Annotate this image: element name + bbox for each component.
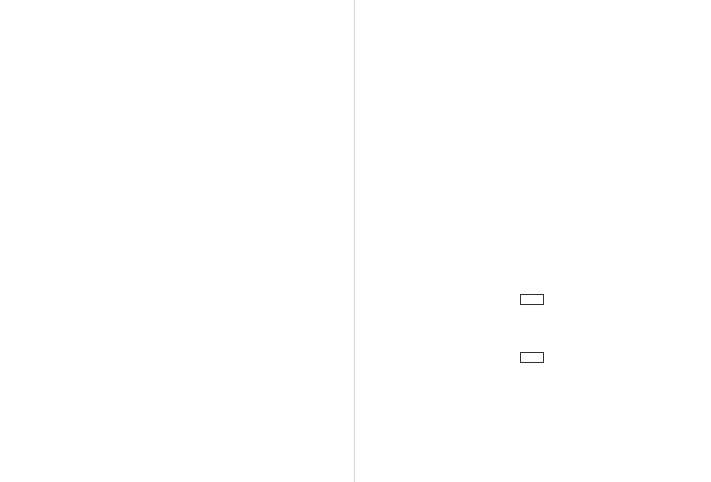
intro-paragraph — [8, 41, 348, 73]
question-1-line — [8, 94, 348, 105]
q4-option — [8, 282, 348, 293]
section-1-heading-cont — [8, 83, 348, 94]
question-1-line — [8, 115, 348, 126]
q4-option — [8, 272, 348, 283]
q4-option — [8, 293, 348, 304]
q5-option-continued — [362, 6, 702, 17]
page-footer-left — [8, 465, 348, 472]
q4-option — [8, 303, 348, 314]
q3-option — [22, 221, 101, 231]
section-3-heading-cont — [362, 176, 702, 187]
page-right — [362, 6, 702, 474]
q7-option — [362, 144, 702, 155]
question-4-stem — [8, 251, 348, 262]
section-2-heading — [8, 179, 348, 190]
q3-option — [270, 231, 349, 241]
q3-option — [22, 211, 101, 221]
question-2-line — [8, 147, 348, 158]
q3-option — [187, 231, 266, 241]
section-3-passage-line — [362, 207, 702, 218]
q4-option — [8, 325, 348, 336]
passage-yi-line — [362, 365, 702, 376]
exam-subtitle — [8, 18, 348, 30]
q7-option — [362, 91, 702, 102]
section-3-passage-line — [362, 218, 702, 229]
exam-title — [8, 6, 348, 18]
q4-option — [8, 261, 348, 272]
q3-option — [187, 241, 266, 251]
q3-option — [105, 211, 184, 221]
section-4-heading — [362, 271, 702, 282]
situation-line — [362, 260, 702, 271]
q7-option — [362, 123, 702, 134]
q5-option — [8, 356, 348, 367]
question-5-stem — [8, 335, 348, 346]
q7-option — [362, 154, 702, 165]
q3-option — [22, 241, 101, 251]
section-2-heading-cont — [8, 189, 348, 200]
question-3-options — [8, 211, 348, 251]
section-3-passage-line — [362, 239, 702, 250]
q7-option — [362, 112, 702, 123]
section-2 — [8, 179, 348, 367]
situation-question — [362, 250, 702, 271]
passage-jia-label — [520, 294, 544, 305]
q4-option — [8, 314, 348, 325]
page-left — [8, 6, 348, 474]
q6-option — [362, 70, 702, 81]
exam-notice — [8, 30, 348, 41]
section-3-passage-line — [362, 197, 702, 208]
question-1-line — [8, 105, 348, 116]
q3-option — [22, 231, 101, 241]
q3-option — [105, 231, 184, 241]
intro-line — [8, 52, 348, 63]
situation-line — [362, 250, 702, 261]
q5-option — [8, 346, 348, 357]
question-1-line — [8, 126, 348, 137]
section-1 — [8, 73, 348, 179]
passage-jia-line — [362, 307, 702, 318]
question-7-stem — [362, 80, 702, 91]
q6-option — [362, 38, 702, 49]
section-3-heading — [362, 165, 702, 176]
section-3-passage-line — [362, 186, 702, 197]
intro-line — [8, 41, 348, 52]
question-6-stem — [362, 27, 702, 38]
question-2-line — [8, 168, 348, 179]
page-divider — [354, 0, 355, 482]
passage-jia-line — [362, 329, 702, 340]
q3-option — [270, 241, 349, 251]
q7-option — [362, 101, 702, 112]
question-2-line — [8, 158, 348, 169]
q3-option — [187, 221, 266, 231]
section-3 — [362, 165, 702, 250]
intro-line — [8, 62, 348, 73]
passage-jia-source — [362, 339, 702, 350]
q6-option — [362, 59, 702, 70]
q3-option — [187, 211, 266, 221]
q3-option — [105, 221, 184, 231]
section-3-passage-line — [362, 228, 702, 239]
passage-yi-label — [520, 352, 544, 363]
question-3-stem — [8, 200, 348, 211]
passage-jia-line — [362, 318, 702, 329]
q3-option — [105, 241, 184, 251]
question-2-line — [8, 136, 348, 147]
page-footer-right — [362, 465, 702, 472]
passage-title — [362, 281, 702, 292]
section-1-heading — [8, 73, 348, 84]
q3-option — [270, 221, 349, 231]
section-4 — [362, 271, 702, 376]
q7-option — [362, 133, 702, 144]
q3-option — [270, 211, 349, 221]
q5-option-continued — [362, 17, 702, 28]
q6-option — [362, 48, 702, 59]
